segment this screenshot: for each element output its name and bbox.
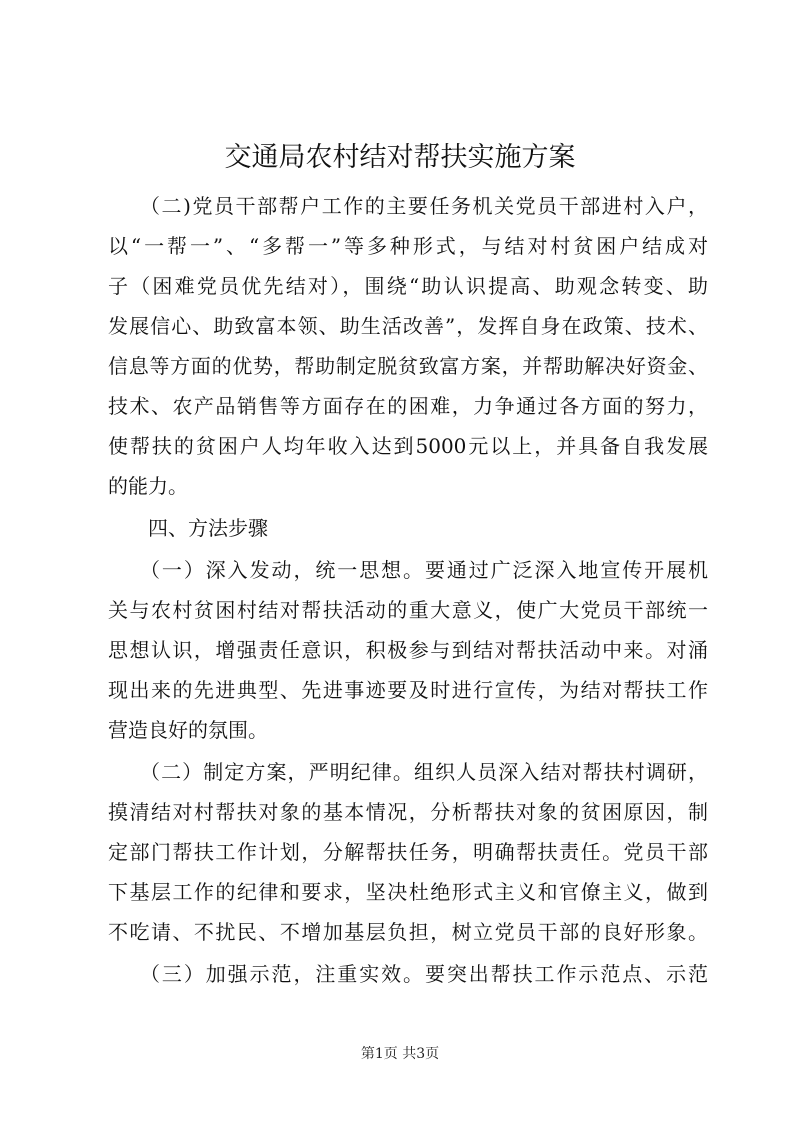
paragraph-line: 发展信心、助致富本领、助生活改善”，发挥自身在政策、技术、	[108, 314, 708, 338]
paragraph-line: 营造良好的氛围。	[108, 718, 268, 742]
paragraph-line: 现出来的先进典型、先进事迹要及时进行宣传，为结对帮扶工作	[108, 678, 708, 702]
page-footer: 第1页 共3页	[360, 1046, 440, 1062]
paragraph-line: 信息等方面的优势，帮助制定脱贫致富方案，并帮助解决好资金、	[108, 354, 708, 378]
paragraph-line: （二）制定方案，严明纪律。组织人员深入结对帮扶村调研，	[140, 760, 708, 784]
document-title: 交通局农村结对帮扶实施方案	[224, 142, 576, 173]
paragraph-line: 以“一帮一”、“多帮一”等多种形式，与结对村贫困户结成对	[108, 234, 708, 258]
paragraph-line: 关与农村贫困村结对帮扶活动的重大意义，使广大党员干部统一	[108, 598, 708, 622]
paragraph-line: 下基层工作的纪律和要求，坚决杜绝形式主义和官僚主义，做到	[108, 880, 708, 904]
paragraph-line: （一）深入发动，统一思想。要通过广泛深入地宣传开展机	[140, 558, 708, 582]
paragraph-line: 使帮扶的贫困户人均年收入达到5000元以上，并具备自我发展	[108, 434, 708, 458]
paragraph-line: 定部门帮扶工作计划，分解帮扶任务，明确帮扶责任。党员干部	[108, 840, 708, 864]
paragraph-line: 的能力。	[108, 474, 188, 498]
paragraph-line: 思想认识，增强责任意识，积极参与到结对帮扶活动中来。对涌	[108, 638, 708, 662]
paragraph-line: 不吃请、不扰民、不增加基层负担，树立党员干部的良好形象。	[108, 920, 708, 944]
paragraph-line: （三）加强示范，注重实效。要突出帮扶工作示范点、示范	[140, 962, 708, 986]
paragraph-line: 技术、农产品销售等方面存在的困难，力争通过各方面的努力，	[108, 394, 708, 418]
paragraph-line: 摸清结对村帮扶对象的基本情况，分析帮扶对象的贫困原因，制	[108, 800, 708, 824]
section-heading: 四、方法步骤	[148, 516, 268, 540]
paragraph-line: （二)党员干部帮户工作的主要任务机关党员干部进村入户，	[140, 194, 708, 218]
paragraph-line: 子（困难党员优先结对），围绕“助认识提高、助观念转变、助	[108, 274, 708, 298]
